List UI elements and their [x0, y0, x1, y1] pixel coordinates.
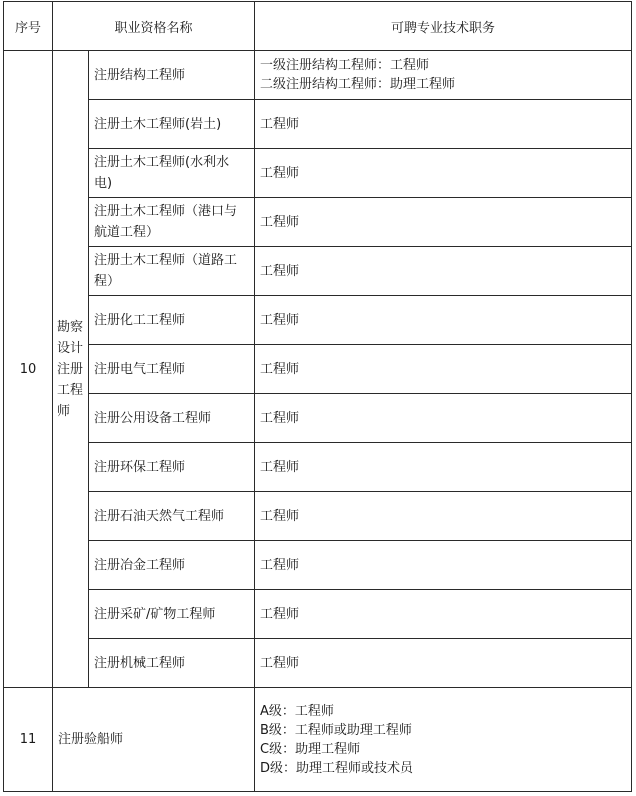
qualification-name: 注册公用设备工程师 [89, 394, 255, 443]
duty-line: 工程师 [260, 312, 300, 328]
duty-line: 工程师 [260, 508, 300, 524]
duty-line: 工程师 [260, 606, 300, 622]
table-row [4, 345, 632, 394]
duty-cell [255, 100, 632, 149]
duty-cell [255, 345, 632, 394]
row-number-10: 10 [4, 51, 53, 688]
duty-line: 工程师 [260, 165, 300, 181]
table-row [4, 443, 632, 492]
duty-cell [255, 688, 632, 792]
duty-cell [255, 541, 632, 590]
duty-line: 一级注册结构工程师：工程师 [260, 58, 430, 73]
category-label: 勘察设计注册工程师 [57, 319, 84, 419]
table-row [4, 296, 632, 345]
table-row [4, 51, 632, 100]
duty-cell [255, 149, 632, 198]
duty-line: B级：工程师或助理工程师 [260, 722, 412, 738]
duty-line: 二级注册结构工程师：助理工程师 [260, 77, 456, 92]
qualification-name: 注册机械工程师 [89, 639, 255, 688]
qualification-name: 注册土木工程师（道路工程） [89, 247, 255, 296]
duty-line: D级：助理工程师或技术员 [260, 760, 414, 776]
duty-cell [255, 492, 632, 541]
qualification-name: 注册化工工程师 [89, 296, 255, 345]
qualification-name: 注册环保工程师 [89, 443, 255, 492]
header-no: 序号 [4, 2, 53, 51]
qualification-name: 注册冶金工程师 [89, 541, 255, 590]
duty-cell [255, 51, 632, 100]
header-duty: 可聘专业技术职务 [255, 2, 632, 51]
category-cell [53, 51, 89, 688]
qualification-name: 注册电气工程师 [89, 345, 255, 394]
duty-cell [255, 639, 632, 688]
table-row [4, 492, 632, 541]
group-10 [4, 51, 632, 688]
duty-line: 工程师 [260, 263, 300, 279]
table-row [4, 541, 632, 590]
header-qualification-name: 职业资格名称 [53, 2, 255, 51]
qualification-name: 注册土木工程师（港口与航道工程） [89, 198, 255, 247]
row-number-11: 11 [4, 688, 53, 792]
table-row [4, 639, 632, 688]
duty-line: 工程师 [260, 116, 300, 132]
duty-line: A级：工程师 [260, 703, 334, 719]
duty-line: 工程师 [260, 459, 300, 475]
table-row [4, 590, 632, 639]
qualification-name: 注册土木工程师(水利水电) [89, 149, 255, 198]
qualification-name: 注册验船师 [53, 688, 255, 792]
duty-line: 工程师 [260, 410, 300, 426]
duty-line: C级：助理工程师 [260, 741, 361, 757]
duty-cell [255, 247, 632, 296]
qualification-name: 注册石油天然气工程师 [89, 492, 255, 541]
duty-cell [255, 443, 632, 492]
table-row [4, 688, 632, 792]
duty-line: 工程师 [260, 655, 300, 671]
qualification-name: 注册土木工程师(岩土) [89, 100, 255, 149]
table-row [4, 394, 632, 443]
table-row [4, 247, 632, 296]
table-row [4, 149, 632, 198]
duty-line: 工程师 [260, 557, 300, 573]
qualification-table [3, 1, 632, 792]
table-row [4, 100, 632, 149]
duty-cell [255, 296, 632, 345]
duty-line: 工程师 [260, 361, 300, 377]
duty-cell [255, 590, 632, 639]
table-row [4, 198, 632, 247]
qualification-name: 注册结构工程师 [89, 51, 255, 100]
duty-cell [255, 394, 632, 443]
duty-line: 工程师 [260, 214, 300, 230]
duty-cell [255, 198, 632, 247]
qualification-name: 注册采矿/矿物工程师 [89, 590, 255, 639]
header-row [4, 2, 632, 51]
group-11 [4, 688, 632, 792]
